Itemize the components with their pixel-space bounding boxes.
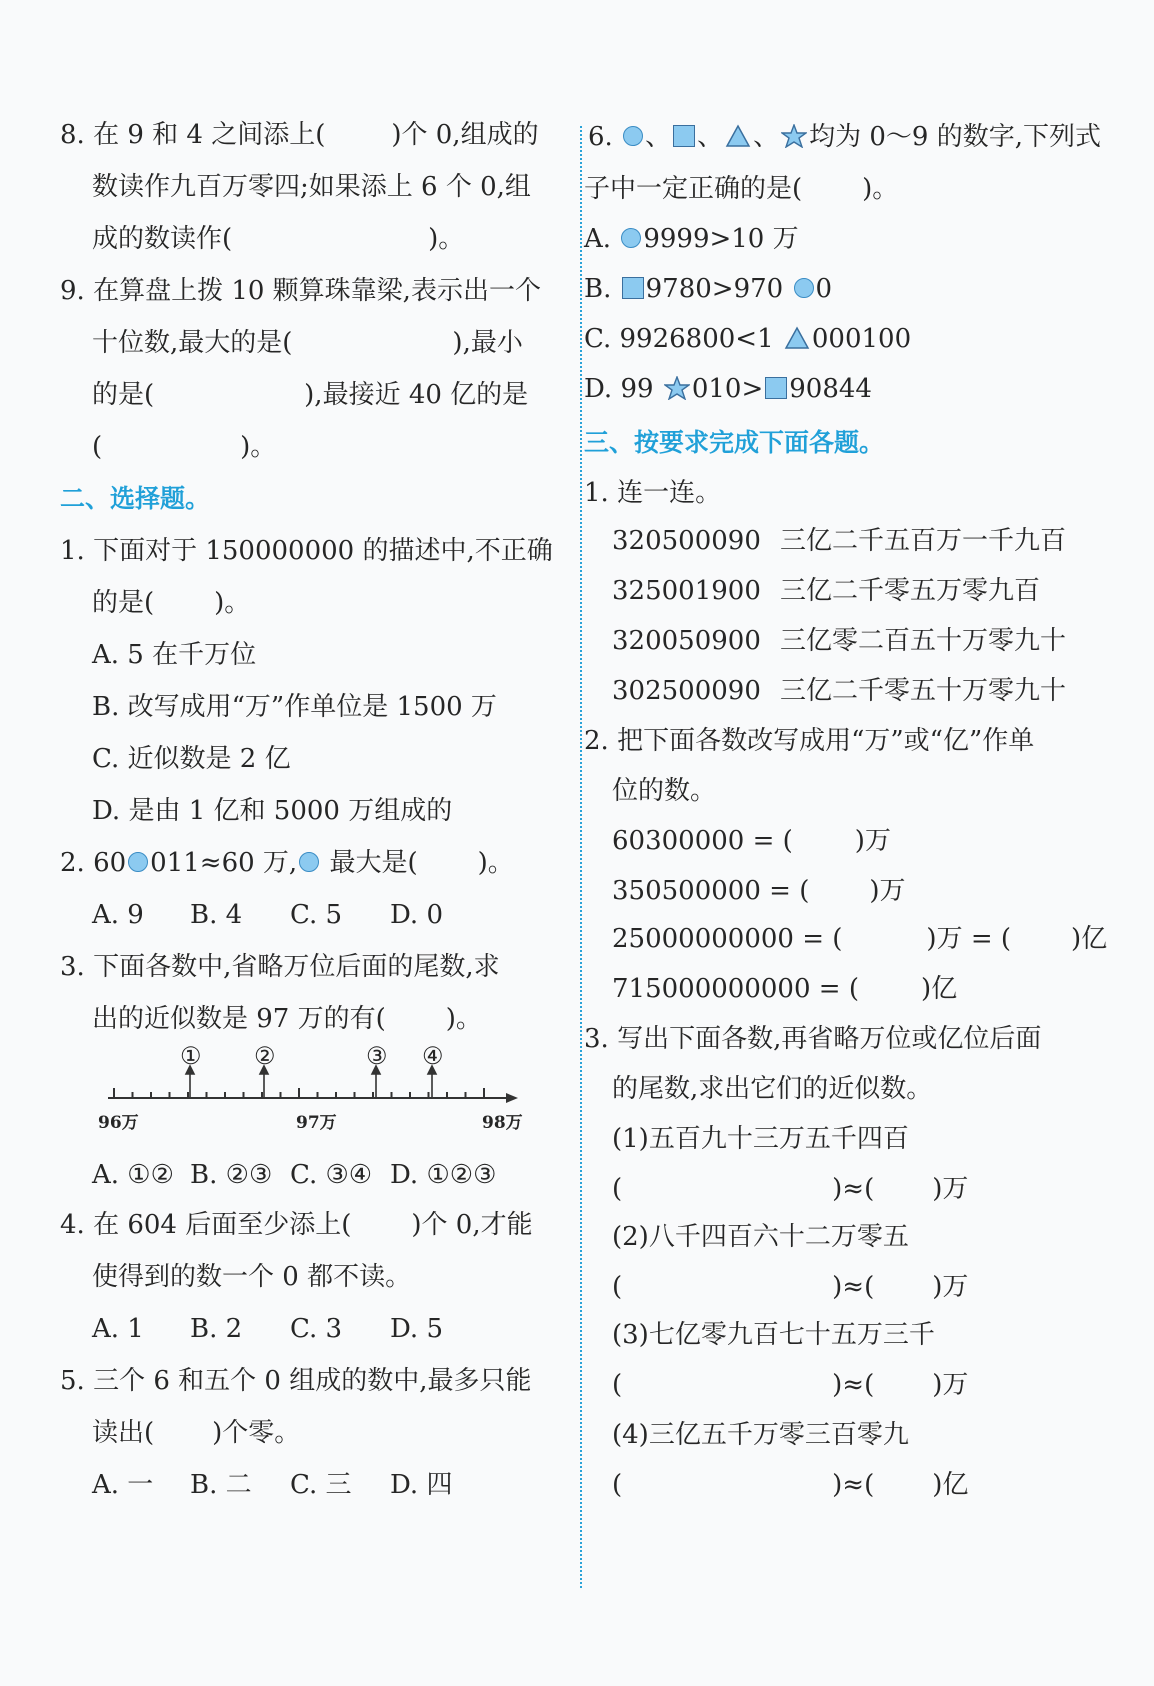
- q9-line4: ( )。: [92, 432, 277, 462]
- c3-option-d: D. ①②③: [390, 1160, 497, 1190]
- p1-number-2[interactable]: 325001900: [612, 576, 761, 606]
- p1-number-4[interactable]: 302500090: [612, 676, 761, 706]
- c4-line2: 使得到的数一个 0 都不读。: [92, 1262, 412, 1292]
- p2-row-2: 350500000 = ( )万: [612, 876, 906, 906]
- c3-line1: 3. 下面各数中,省略万位后面的尾数,求: [60, 952, 500, 982]
- c6-option-d: D. 99 010> 90844: [584, 374, 872, 404]
- p1-number-3[interactable]: 320050900: [612, 626, 761, 656]
- c6-line1: 6. 、 、 、 均为 0～9 的数字,下列式: [588, 122, 1102, 152]
- star-icon: [664, 376, 690, 400]
- c3-option-b: B. ②③: [190, 1160, 273, 1190]
- section-3-heading: 三、按要求完成下面各题。: [584, 428, 885, 457]
- star-icon: [781, 124, 807, 148]
- c4-option-c: C. 3: [290, 1314, 343, 1344]
- tick-label-96: 96万: [98, 1113, 139, 1133]
- square-icon: [622, 277, 644, 299]
- mark-3: ③: [366, 1042, 388, 1070]
- p1-word-3[interactable]: 三亿零二百五十万零九十: [780, 626, 1067, 656]
- number-line: [98, 1042, 540, 1140]
- c4-option-d: D. 5: [390, 1314, 443, 1344]
- c1-option-d: D. 是由 1 亿和 5000 万组成的: [92, 796, 453, 826]
- c3-line2: 出的近似数是 97 万的有( )。: [92, 1004, 482, 1034]
- p1-number-1[interactable]: 320500090: [612, 526, 761, 556]
- circle-icon: [794, 278, 814, 298]
- p1-word-4[interactable]: 三亿二千零五十万零九十: [780, 676, 1067, 706]
- p2-row-3: 25000000000 = ( )万 = ( )亿: [612, 924, 1108, 954]
- c2-option-b: B. 4: [190, 900, 243, 930]
- p2-line2: 位的数。: [612, 776, 717, 806]
- column-divider: [580, 126, 582, 1588]
- c4-line1: 4. 在 604 后面至少添上( )个 0,才能: [60, 1210, 533, 1240]
- p3-answer-2: ( )≈( )万: [612, 1272, 969, 1302]
- p3-line2: 的尾数,求出它们的近似数。: [612, 1074, 933, 1104]
- mark-1: ①: [180, 1042, 202, 1070]
- c5-option-d: D. 四: [390, 1470, 453, 1500]
- p3-answer-4: ( )≈( )亿: [612, 1470, 969, 1500]
- p3-item-3: (3)七亿零九百七十五万三千: [612, 1320, 935, 1350]
- circle-icon: [623, 126, 643, 146]
- c5-line1: 5. 三个 6 和五个 0 组成的数中,最多只能: [60, 1366, 532, 1396]
- circle-icon: [128, 852, 148, 872]
- mark-2: ②: [254, 1042, 276, 1070]
- mark-4: ④: [422, 1042, 444, 1070]
- p2-line1: 2. 把下面各数改写成用“万”或“亿”作单: [584, 726, 1035, 756]
- p3-answer-3: ( )≈( )万: [612, 1370, 969, 1400]
- triangle-icon: [784, 326, 810, 350]
- q8-line3: 成的数读作( )。: [92, 224, 465, 254]
- q8-line2: 数读作九百万零四;如果添上 6 个 0,组: [92, 172, 531, 202]
- p1-word-1[interactable]: 三亿二千五百万一千九百: [780, 526, 1067, 556]
- section-2-heading: 二、选择题。: [60, 484, 211, 513]
- c3-option-c: C. ③④: [290, 1160, 373, 1190]
- c5-option-b: B. 二: [190, 1470, 252, 1500]
- c2-option-a: A. 9: [92, 900, 144, 930]
- p3-item-4: (4)三亿五千万零三百零九: [612, 1420, 909, 1450]
- p3-answer-1: ( )≈( )万: [612, 1174, 969, 1204]
- c6-option-a: A. 9999>10 万: [584, 224, 799, 254]
- c5-option-a: A. 一: [92, 1470, 154, 1500]
- circle-icon: [621, 228, 641, 248]
- tick-label-97: 97万: [296, 1113, 337, 1133]
- c6-line2: 子中一定正确的是( )。: [584, 174, 899, 204]
- c3-option-a: A. ①②: [92, 1160, 174, 1190]
- q8-line1: 8. 在 9 和 4 之间添上( )个 0,组成的: [60, 120, 539, 150]
- p3-item-1: (1)五百九十三万五千四百: [612, 1124, 909, 1154]
- p1-title: 1. 连一连。: [584, 478, 722, 508]
- c1-option-c: C. 近似数是 2 亿: [92, 744, 291, 774]
- c2-line1: 2. 60 011≈60 万, 最大是( )。: [60, 848, 514, 878]
- c2-option-c: C. 5: [290, 900, 343, 930]
- c1-option-b: B. 改写成用“万”作单位是 1500 万: [92, 692, 497, 722]
- c1-option-a: A. 5 在千万位: [92, 640, 257, 670]
- triangle-icon: [725, 124, 751, 148]
- q9-line2: 十位数,最大的是( ),最小: [92, 328, 523, 358]
- circle-icon: [299, 852, 319, 872]
- c6-option-b: B. 9780>970 0: [584, 274, 833, 304]
- c5-line2: 读出( )个零。: [92, 1418, 301, 1448]
- q9-line1: 9. 在算盘上拨 10 颗算珠靠梁,表示出一个: [60, 276, 541, 306]
- p2-row-1: 60300000 = ( )万: [612, 826, 891, 856]
- c1-line2: 的是( )。: [92, 588, 251, 618]
- c2-option-d: D. 0: [390, 900, 443, 930]
- c1-line1: 1. 下面对于 150000000 的描述中,不正确: [60, 536, 553, 566]
- c6-option-c: C. 9926800<1 000100: [584, 324, 912, 354]
- c5-option-c: C. 三: [290, 1470, 352, 1500]
- c4-option-a: A. 1: [92, 1314, 144, 1344]
- p1-word-2[interactable]: 三亿二千零五万零九百: [780, 576, 1041, 606]
- c4-option-b: B. 2: [190, 1314, 243, 1344]
- p3-item-2: (2)八千四百六十二万零五: [612, 1222, 909, 1252]
- square-icon: [765, 377, 787, 399]
- p2-row-4: 715000000000 = ( )亿: [612, 974, 958, 1004]
- p3-line1: 3. 写出下面各数,再省略万位或亿位后面: [584, 1024, 1042, 1054]
- tick-label-98: 98万: [482, 1113, 523, 1133]
- square-icon: [673, 125, 695, 147]
- q9-line3: 的是( ),最接近 40 亿的是: [92, 380, 529, 410]
